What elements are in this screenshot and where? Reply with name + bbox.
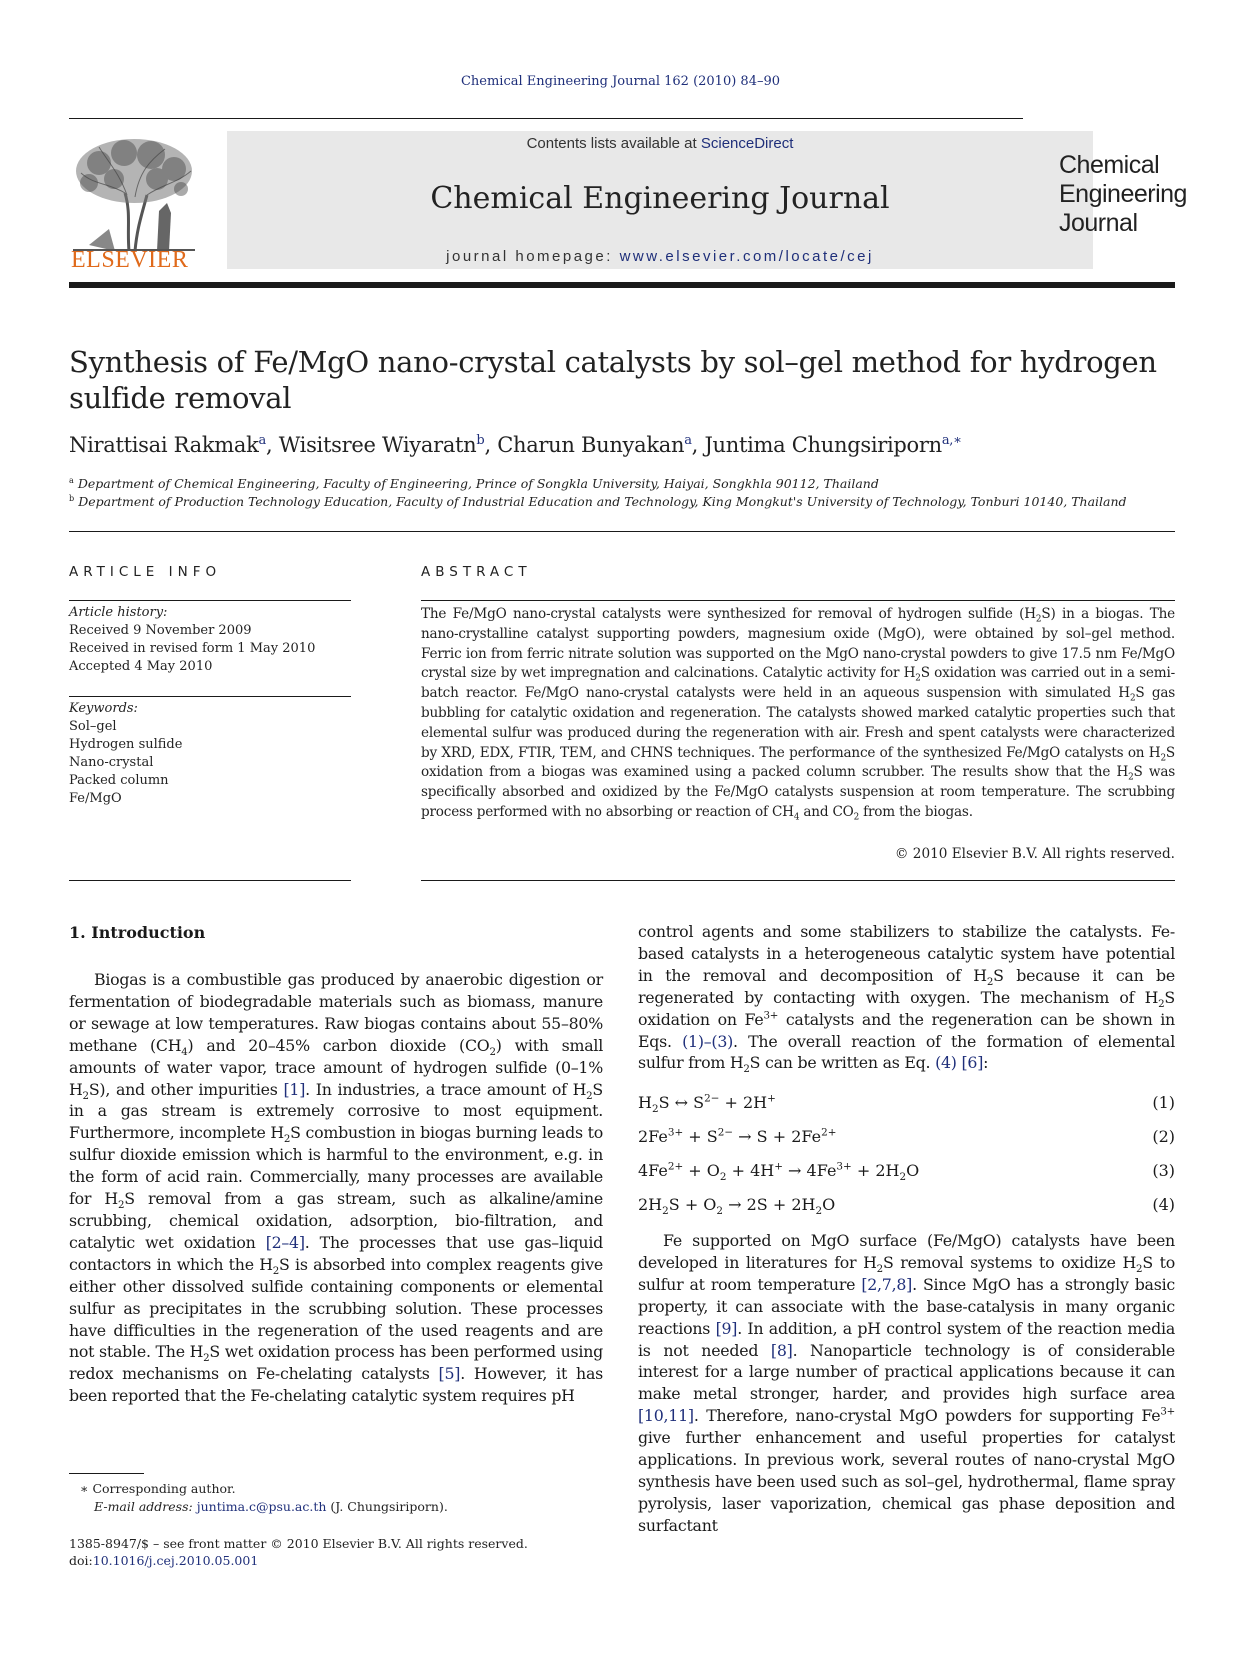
corresponding-author-note: ∗ Corresponding author. <box>80 1481 236 1496</box>
journal-title: Chemical Engineering Journal <box>430 181 890 216</box>
history-accepted: Accepted 4 May 2010 <box>69 659 213 674</box>
author-name: Wisitsree Wiyaratn <box>278 433 477 457</box>
info-rule <box>69 600 351 601</box>
affiliation <box>69 494 1175 509</box>
section-rule <box>69 531 1175 532</box>
cover-line-1: Chemical <box>1059 151 1160 179</box>
info-rule <box>69 880 351 881</box>
keywords <box>69 700 351 808</box>
doi-line <box>69 1553 258 1568</box>
doi-prefix: doi: <box>69 1553 93 1568</box>
cover-line-2: Engineering <box>1059 180 1187 208</box>
citation-link[interactable]: [9] <box>715 1318 738 1338</box>
equation: $H_2S$ ↔ $S^{2-} + 2H^+$ (1) <box>638 1092 1175 1116</box>
cover-line-3: Journal <box>1059 209 1138 237</box>
journal-masthead <box>69 125 1187 273</box>
abstract-copyright: © 2010 Elsevier B.V. All rights reserved. <box>894 846 1175 862</box>
introduction-heading: 1. Introduction <box>69 923 206 942</box>
equation: $4Fe^{2+} + O_2 + 4H^+ \to 4Fe^{3+} + 2H_2O$ (3) <box>638 1160 1175 1184</box>
author-name: Charun Bunyakan <box>497 433 685 457</box>
author-name: Nirattisai Rakmak <box>69 433 259 457</box>
equation-link[interactable]: (1)–(3) <box>682 1031 734 1051</box>
equation: $2H_2S + O_2 \to 2S + 2H_2O$ (4) <box>638 1195 1175 1218</box>
article-info-heading: ARTICLE INFO <box>69 564 222 580</box>
doi-link[interactable]: 10.1016/j.cej.2010.05.001 <box>92 1553 259 1568</box>
keywords-label: Keywords: <box>69 701 138 716</box>
journal-banner <box>227 131 1093 269</box>
email-link[interactable]: juntima.c@psu.ac.th <box>196 1499 327 1514</box>
intro-paragraph: Fe supported on MgO surface (Fe/MgO) catalysts have been developed in literatures for $H_2S$ removal systems to oxidize $H_2S$ to sulfur at room temperature [2,7,8]. Since MgO has a strongly basic property, it can associate with the base-catalysis in many organic reactions [9]. In addition, a pH control system of the reaction media is not needed [8]. Nanoparticle technology is of considerable interest for a large number of practical applications because it can make metal stronger, harder, and provides high surface area [10,11]. Therefore, nano-crystal MgO powders for supporting $Fe^{3+}$ give further enhancement and useful properties for catalyst applications. In previous work, several routes of nano-crystal MgO synthesis have been used such as sol–gel, hydrothermal, flame spray pyrolysis, laser vaporization, chemical gas phase deposition and surfactant <box>638 1231 1176 1535</box>
homepage-prefix: journal homepage: <box>446 248 620 265</box>
citation-link[interactable]: [1] <box>283 1079 306 1099</box>
author-mark[interactable]: a,∗ <box>941 433 962 448</box>
keyword: Packed column <box>69 773 169 788</box>
history-revised: Received in revised form 1 May 2010 <box>69 641 316 656</box>
abstract-body: The Fe/MgO nano-crystal catalysts were synthesized for removal of hydrogen sulfide $(H_2S)$ in a biogas. The nano-crystalline catalyst supporting powders, magnesium oxide (MgO), were obtained by sol–gel method. Ferric ion from ferric nitrate solution was supported on the MgO nano-crystal powders to give 17.5 nm Fe/MgO crystal size by wet impregnation and calcinations. Catalytic activity for $H_2S$ oxidation was carried out in a semi-batch reactor. Fe/MgO nano-crystal catalysts were held in an aqueous suspension with simulated $H_2S$ gas bubbling for catalytic oxidation and regeneration. The catalysts showed marked catalytic properties such that elemental sulfur was produced during the regeneration with air. Fresh and spent catalysts were characterized by XRD, EDX, FTIR, TEM, and CHNS techniques. The performance of the synthesized Fe/MgO catalysts on $H_2S$ oxidation from a biogas was examined using a packed column scrubber. The results show that the $H_2S$ was specifically absorbed and oxidized by the Fe/MgO catalysts suspension at room temperature. The scrubbing process performed with no absorbing or reaction of $CH_4$ and $CO_2$ from the biogas. <box>421 606 1176 823</box>
author-mark[interactable]: a <box>684 433 692 448</box>
keyword: Fe/MgO <box>69 791 122 806</box>
affiliation <box>69 476 1175 491</box>
affiliation-mark: b <box>69 492 75 503</box>
equation-number: (1) <box>1152 1093 1175 1112</box>
author-mark[interactable]: b <box>476 433 485 448</box>
intro-column-left <box>69 969 603 1407</box>
equation-link[interactable]: (4) <box>935 1053 957 1073</box>
citation-link[interactable]: [6] <box>961 1053 984 1073</box>
sciencedirect-link[interactable]: ScienceDirect <box>700 135 794 152</box>
email-label: E-mail address: <box>94 1499 193 1514</box>
author-name: Juntima Chungsiriporn <box>704 433 942 457</box>
keyword: Nano-crystal <box>69 755 154 770</box>
homepage-link[interactable]: www.elsevier.com/locate/cej <box>619 248 874 265</box>
citation-link[interactable]: [5] <box>438 1364 461 1384</box>
affiliation-mark: a <box>69 474 74 485</box>
article-history <box>69 604 351 676</box>
history-label: Article history: <box>69 605 168 620</box>
author-list: Nirattisai Rakmak$^a$, Wisitsree Wiyaratn$^b$, Charun Bunyakan$^a$, Juntima Chungsiriporn$^{a,∗}$ <box>69 433 962 457</box>
history-received: Received 9 November 2009 <box>69 623 252 638</box>
citation-link[interactable]: [10,11] <box>638 1406 694 1426</box>
running-head[interactable]: Chemical Engineering Journal 162 (2010) 84–90 <box>460 74 781 89</box>
affiliation-text: Department of Production Technology Education, Faculty of Industrial Education and Technology, King Mongkut's University of Technology, Tonburi 10140, Thailand <box>78 494 1127 509</box>
info-rule <box>69 696 351 697</box>
footnote-rule <box>69 1473 144 1474</box>
equation-number: (4) <box>1152 1195 1175 1214</box>
abstract-rule <box>421 600 1175 601</box>
equation-number: (2) <box>1152 1127 1175 1146</box>
equation: $2Fe^{3+} + S^{2-} \to S + 2Fe^{2+}$ (2) <box>638 1126 1175 1146</box>
publisher-wordmark: ELSEVIER <box>71 247 189 273</box>
issn-line: 1385-8947/$ – see front matter © 2010 Elsevier B.V. All rights reserved. <box>69 1536 528 1551</box>
keyword: Hydrogen sulfide <box>69 737 183 752</box>
equation-number: (3) <box>1152 1161 1175 1180</box>
intro-paragraph: Biogas is a combustible gas produced by anaerobic digestion or fermentation of biodegradable materials such as biomass, manure or sewage at low temperatures. Raw biogas contains about 55–80% methane $(CH_4)$ and 20–45% carbon dioxide $(CO_2)$ with small amounts of water vapor, trace amount of hydrogen sulfide (0–1% $H_2S$), and other impurities [1]. In industries, a trace amount of $H_2S$ in a gas stream is extremely corrosive to most equipment. Furthermore, incomplete $H_2S$ combustion in biogas burning leads to sulfur dioxide emission which is harmful to the environment, e.g. in the form of acid rain. Commercially, many processes are available for $H_2S$ removal from a gas stream, such as alkaline/amine scrubbing, chemical oxidation, adsorption, bio-filtration, and catalytic wet oxidation [2–4]. The processes that use gas–liquid contactors in which the $H_2S$ is absorbed into complex reagents give either other dissolved sulfide containing components or elemental sulfur as precipitates in the scrubbing solution. These processes have difficulties in the regeneration of the used reagents and are not stable. The $H_2S$ wet oxidation process has been performed using redox mechanisms on Fe-chelating catalysts [5]. However, it has been reported that the Fe-chelating catalytic system requires pH <box>69 970 604 1406</box>
contents-line <box>227 135 1093 152</box>
masthead-rule <box>69 282 1175 288</box>
affiliation-text: Department of Chemical Engineering, Faculty of Engineering, Prince of Songkla University, Haiyai, Songkhla 90112, Thailand <box>77 476 879 491</box>
homepage-line <box>227 248 1093 265</box>
citation-link[interactable]: [8] <box>770 1340 793 1360</box>
author-mark[interactable]: a <box>258 433 266 448</box>
email-suffix: (J. Chungsiriporn). <box>330 1499 448 1514</box>
journal-cover-name <box>1059 151 1187 238</box>
contents-prefix: Contents lists available at <box>526 135 701 152</box>
intro-paragraph: control agents and some stabilizers to stabilize the catalysts. Fe-based catalysts in a heterogeneous catalytic system have potential in the removal and decomposition of $H_2S$ because it can be regenerated by contacting with oxygen. The mechanism of $H_2S$ oxidation on $Fe^{3+}$ catalysts and the regeneration can be shown in Eqs. (1)–(3). The overall reaction of the formation of elemental sulfur from $H_2S$ can be written as Eq. (4) [6]: <box>638 922 1176 1076</box>
header-rule <box>69 118 1023 119</box>
keyword: Sol–gel <box>69 719 117 734</box>
abstract-heading: ABSTRACT <box>421 564 532 580</box>
intro-column-right-top <box>638 921 1175 1074</box>
article-title: Synthesis of Fe/MgO nano-crystal catalysts by sol–gel method for hydrogen sulfide removal <box>69 345 1157 415</box>
citation-link[interactable]: [2,7,8] <box>861 1274 913 1294</box>
abstract-rule <box>421 880 1175 881</box>
email-note <box>94 1499 448 1514</box>
citation-link[interactable]: [2–4] <box>265 1232 305 1252</box>
intro-column-right-bottom <box>638 1230 1175 1537</box>
